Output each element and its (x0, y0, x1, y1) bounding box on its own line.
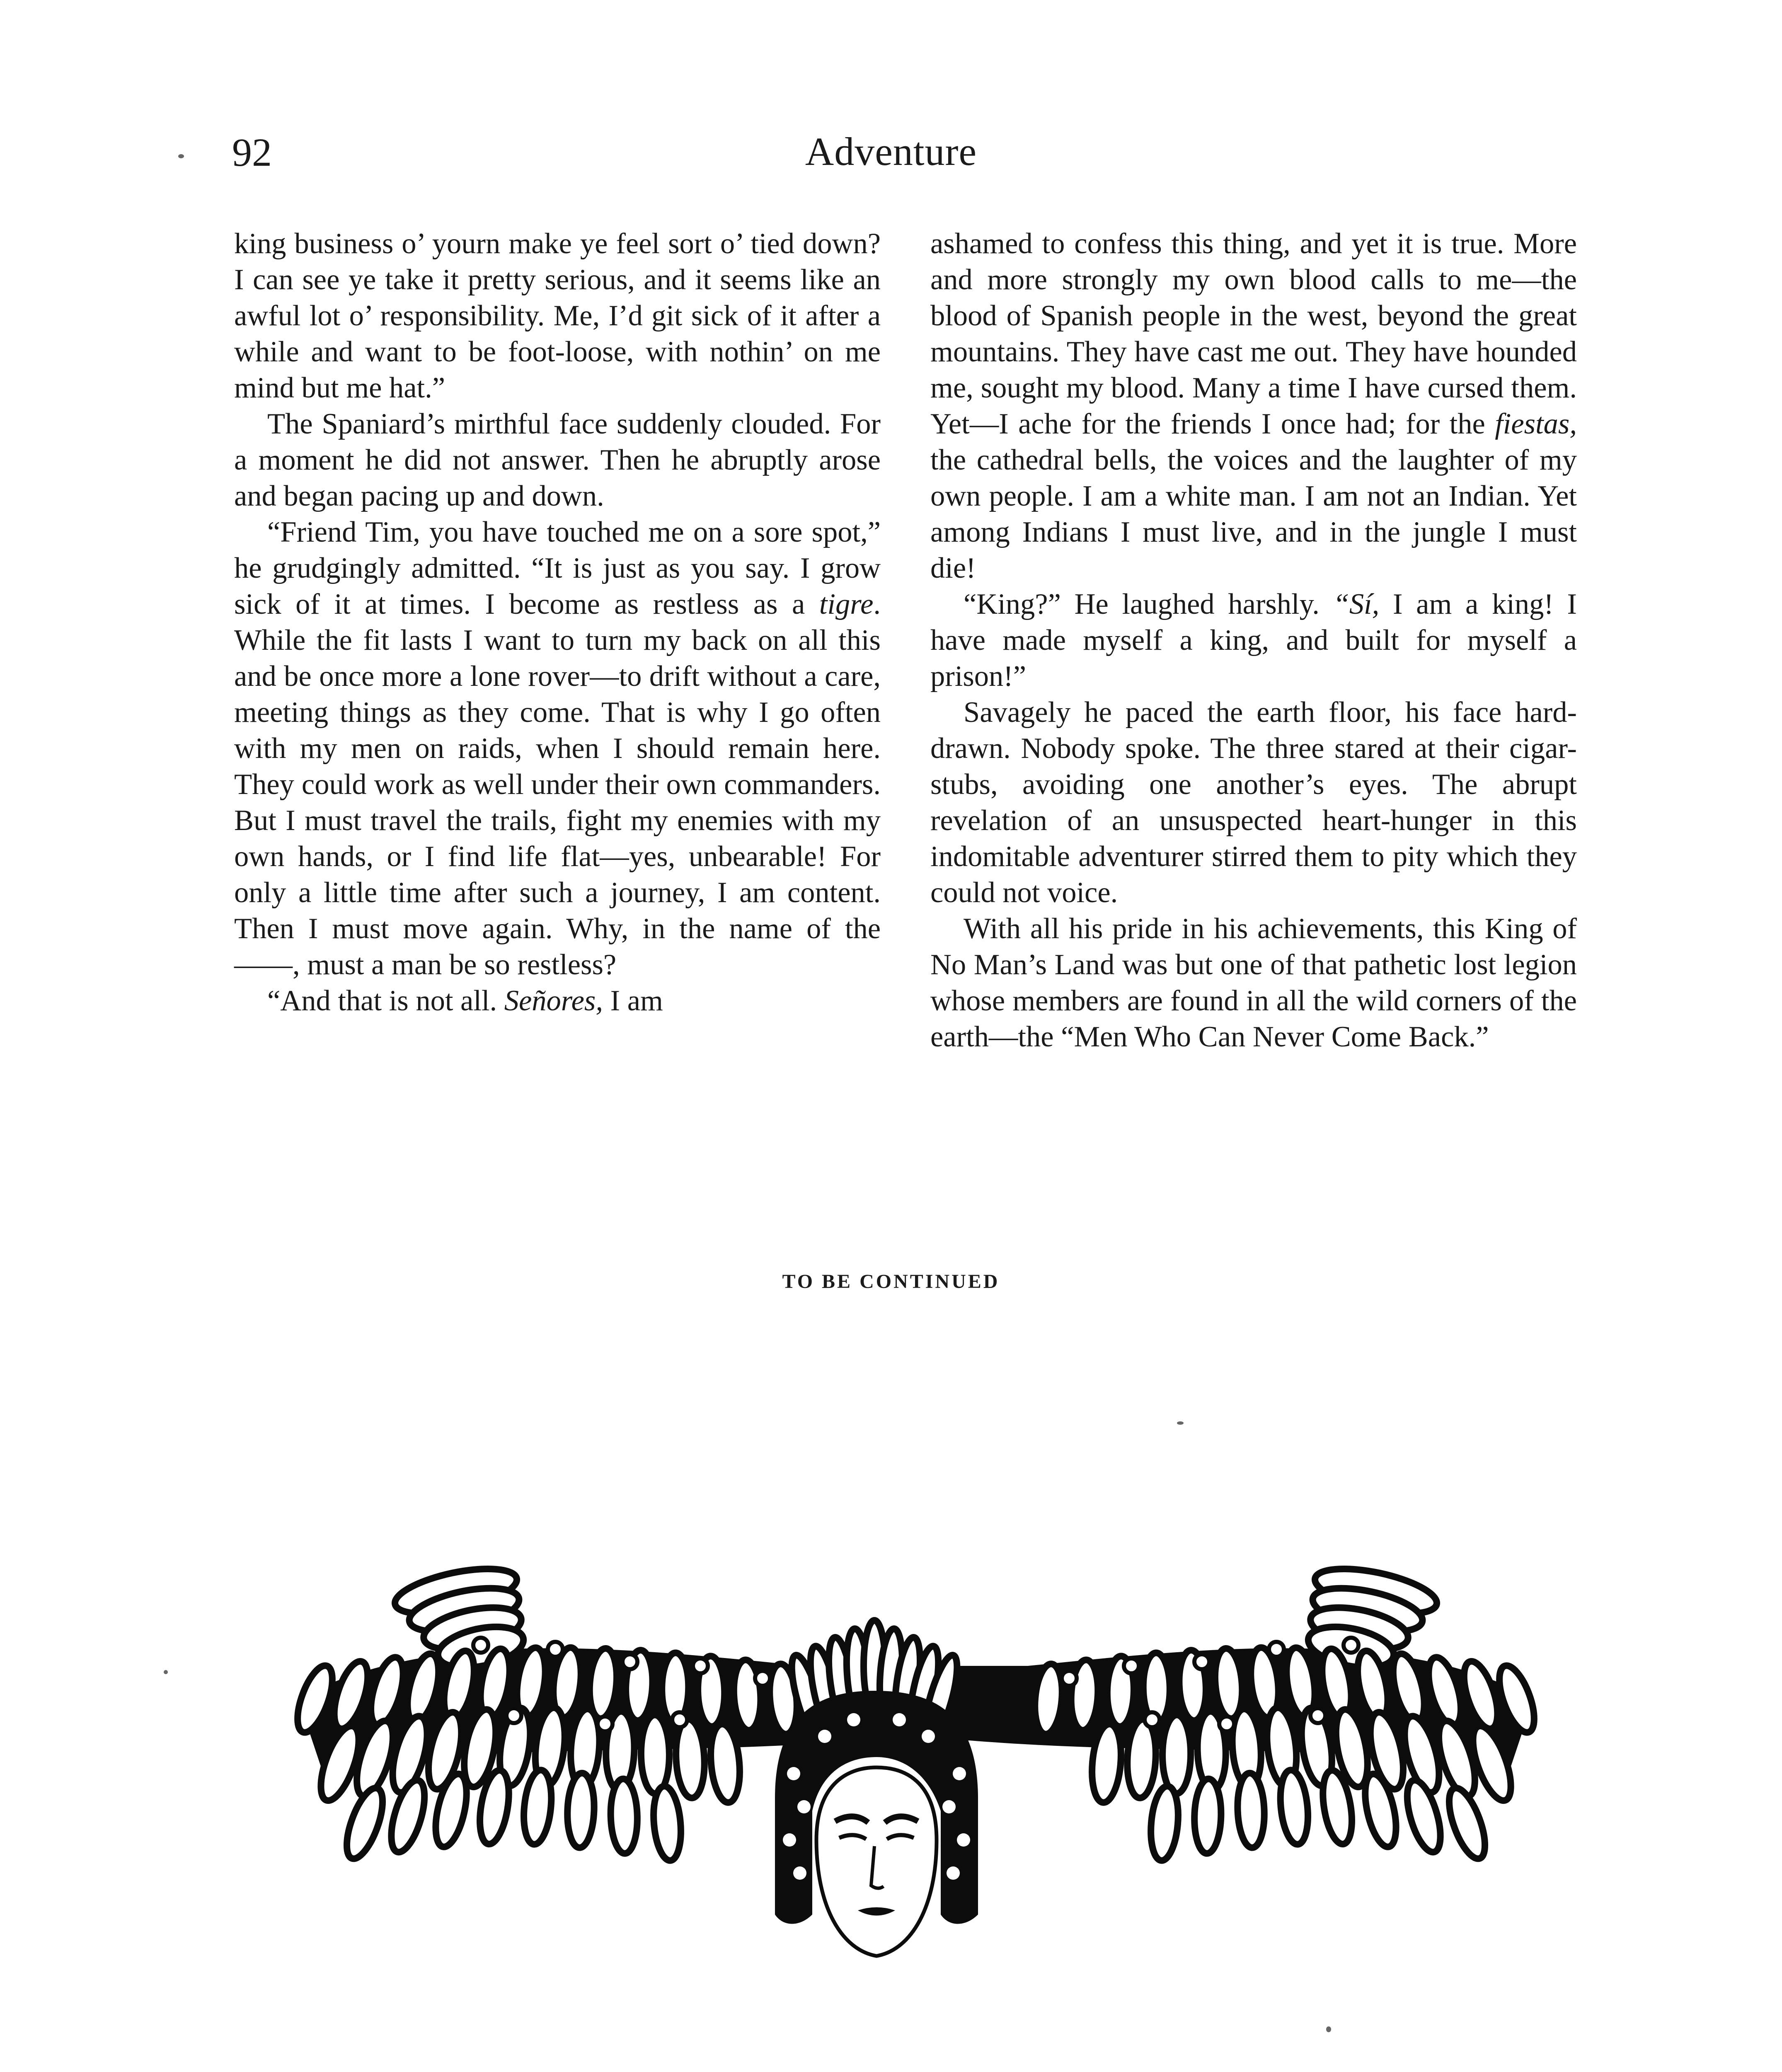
scan-speck (164, 1670, 168, 1674)
text-run: “And that is not all. (267, 985, 504, 1017)
text-column-right (930, 226, 1577, 1055)
page-number: 92 (232, 130, 272, 174)
text-run: . While the fit lasts I want to turn my back on all this and be once more a lone rover—to drift without a care, meeting things as they come. That is why I go often with my men on raids, when I should remain here. They could work as well under their own commanders. But I must travel the trails, fight my enemies with my own hands, or I find life flat—yes, unbearable! For only a little time after such a journey, I am content. Then I must move again. Why, in the name of the ——, must a man be so restless? (234, 588, 881, 981)
winged-woman-head-ornament-icon (265, 1542, 1567, 2072)
paragraph: The Spaniard’s mirthful face suddenly clouded. For a moment he did not answer. Then he abruptly arose and began pacing up and down. (234, 408, 881, 512)
scan-speck (1177, 1421, 1184, 1425)
scan-speck (178, 154, 184, 158)
text-run: I am (603, 985, 663, 1017)
text-column-left (234, 226, 881, 1019)
paragraph (930, 226, 1577, 586)
paragraph (234, 514, 881, 983)
italic-word: tigre (819, 588, 874, 620)
ornament-head (775, 1691, 978, 1956)
paragraph (930, 586, 1577, 695)
running-title: Adventure (805, 129, 977, 174)
paragraph: With all his pride in his achievements, this King of No Man’s Land was but one of that pathetic lost legion whose members are found in all the wild corners of the earth—the “Men Who Can Never Come Back.” (930, 913, 1577, 1053)
paragraph: Savagely he paced the earth floor, his face hard-drawn. Nobody spoke. The three stared at their cigar-stubs, avoiding one another’s eyes. The abrupt revelation of an unsuspected heart-hunger in this indomitable adventurer stirred them to pity which they could not voice. (930, 696, 1577, 909)
text-run: “Friend Tim, you have touched me on a sore spot,” he grudgingly admitted. “It is just as you say. I grow sick of it at times. I become as restless as a (234, 516, 881, 620)
italic-word: Señores, (504, 985, 603, 1017)
italic-word: fiestas, (1495, 408, 1577, 440)
text-run: the cathedral bells, the voices and the laughter of my own people. I am a white man. I am not an Indian. Yet among Indians I must live, and in the jungle I must die! (930, 444, 1577, 584)
text-run: “King?” He laughed harshly. (964, 588, 1333, 620)
to-be-continued-label: TO BE CONTINUED (782, 1271, 1000, 1293)
text-run: ashamed to confess this thing, and yet it is true. More and more strongly my own blood calls to me—the blood of Spanish people in the west, beyond the great mountains. They have cast me out. They have hounded me, sought my blood. Many a time I have cursed them. Yet—I ache for the friends I once had; for the (930, 228, 1577, 440)
paragraph (234, 983, 881, 1019)
text-run: I am a king! I have made myself a king, and built for myself a prison!” (930, 588, 1577, 692)
scan-speck (1326, 2026, 1331, 2032)
paragraph: king business o’ yourn make ye feel sort o’ tied down? I can see ye take it pretty serious, and it seems like an awful lot o’ responsibility. Me, I’d git sick of it after a while and want to be foot-loose, with nothin’ on me mind but me hat.” (234, 228, 881, 404)
italic-word: “Sí, (1333, 588, 1380, 620)
